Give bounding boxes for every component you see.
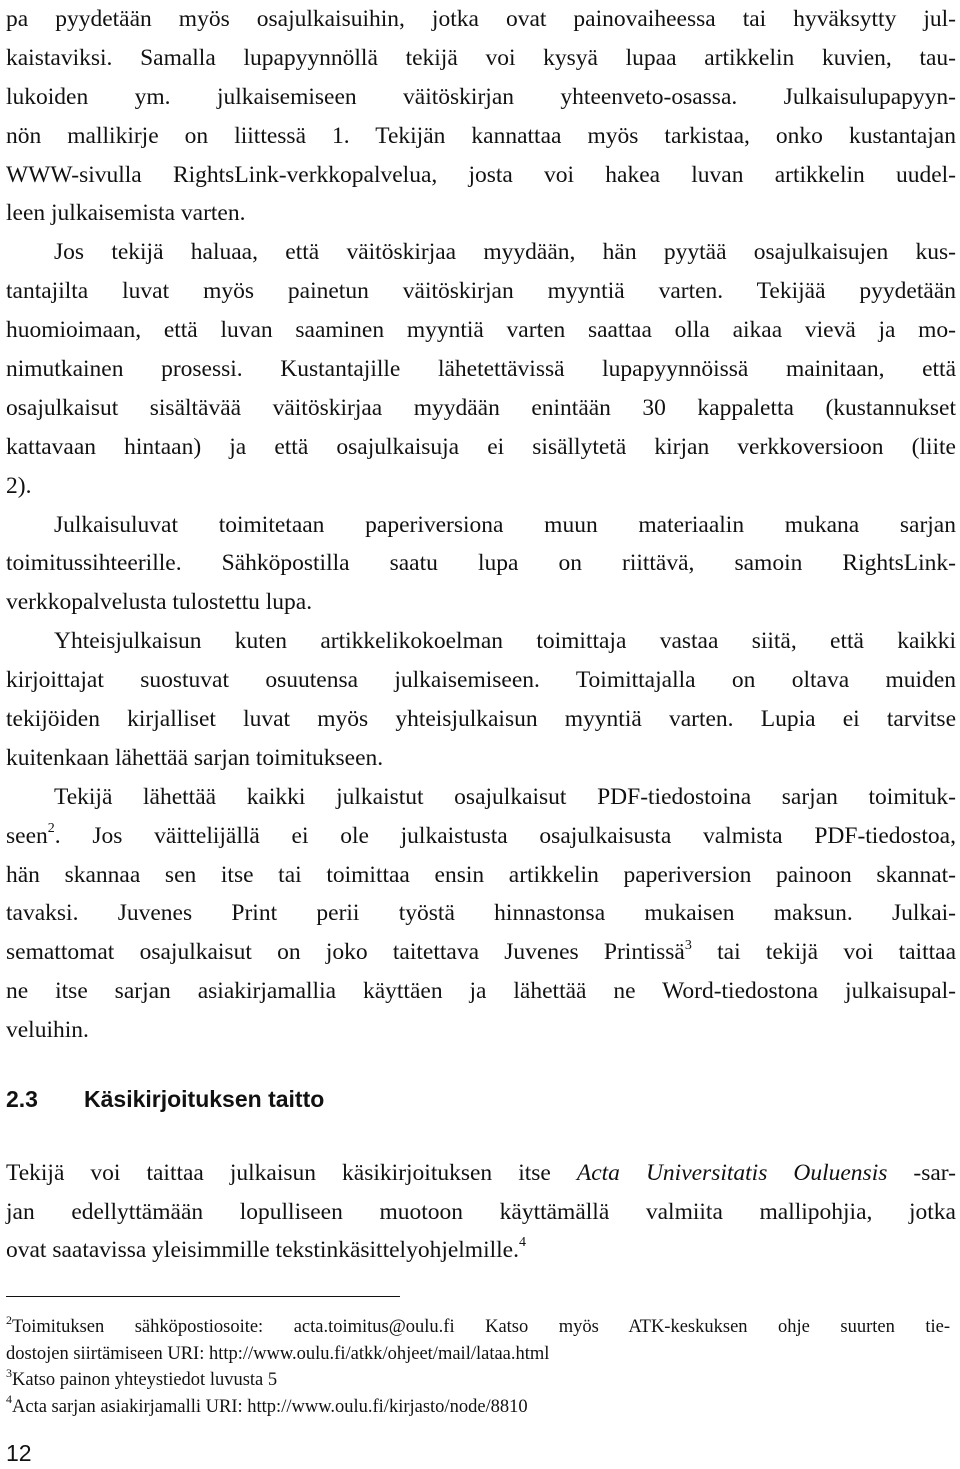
text-fragment: tai tekijä voi taittaa <box>691 939 957 966</box>
text-line: kirjoittajat suostuvat osuutensa julkaisemiseen. Toimittajalla on oltava muiden <box>6 667 956 694</box>
text-line: veluihin. <box>6 1017 89 1044</box>
text-line: 2). <box>6 472 32 499</box>
text-fragment: Tekijä voi taittaa julkaisun käsikirjoituksen itse <box>6 1160 577 1186</box>
text-line: kuitenkaan lähettää sarjan toimitukseen. <box>6 744 384 771</box>
paragraph-sales-permissions <box>6 233 956 505</box>
footnote-reference: 4 <box>518 1235 526 1251</box>
text-fragment: ovat saatavissa yleisimmille tekstinkäsittelyohjelmille. <box>6 1237 519 1263</box>
series-name: Acta Universitatis Ouluensis <box>576 1160 888 1186</box>
text-line: osajulkaisut sisältävää väitöskirjaa myydään enintään 30 kappaletta (kustannukset <box>6 394 956 421</box>
footnote-separator <box>6 1296 400 1297</box>
footnote-reference: 2 <box>47 820 55 836</box>
text-line: toimitussihteerille. Sähköpostilla saatu lupa on riittävä, samoin RightsLink- <box>6 550 956 577</box>
text-fragment: . Jos väittelijällä ei ole julkaistusta osajulkaisusta valmista PDF-tiedostoa, <box>54 822 956 849</box>
text-fragment: semattomat osajulkaisut on joko taitettava Juvenes Printissä <box>6 939 685 966</box>
footnote-reference: 3 <box>684 937 692 953</box>
text-line: hän skannaa sen itse tai toimittaa ensin artikkelin paperiversion painoon skannat- <box>6 861 956 888</box>
text-line: kaistaviksi. Samalla lupapyynnöllä tekijä voi kysyä lupaa artikkelin kuvien, tau- <box>6 44 956 71</box>
section-heading <box>6 1086 324 1113</box>
footnote-marker: 3 <box>6 1365 12 1380</box>
text-line: jan edellyttämään lopulliseen muotoon käyttämällä valmiita mallipohjia, jotka <box>6 1198 956 1225</box>
text-fragment: -sar- <box>887 1160 956 1186</box>
text-line: Jos tekijä haluaa, että väitöskirjaa myydään, hän pyytää osajulkaisujen kus- <box>54 239 956 266</box>
footnote-text: Acta sarjan asiakirjamalli URI: http://www.oulu.fi/kirjasto/node/8810 <box>12 1396 528 1417</box>
footnote-marker: 2 <box>6 1312 12 1327</box>
footnote-2-continued: dostojen siirtämiseen URI: http://www.oulu.fi/atkk/ohjeet/mail/lataa.html <box>6 1343 550 1364</box>
text-line <box>6 933 956 972</box>
text-line <box>6 1231 956 1270</box>
text-line: lukoiden ym. julkaisemiseen väitöskirjan yhteenveto-osassa. Julkaisulupapyyn- <box>6 83 956 110</box>
section-number: 2.3 <box>6 1086 38 1112</box>
paragraph-pdf-submission <box>6 778 956 1050</box>
text-line: leen julkaisemista varten. <box>6 200 246 227</box>
footnotes <box>6 1314 950 1420</box>
footnote-2 <box>6 1314 950 1341</box>
text-line: Tekijä lähettää kaikki julkaistut osajulkaisut PDF-tiedostoina sarjan toimituk- <box>54 783 956 810</box>
footnote-3 <box>6 1367 950 1394</box>
paragraph-permissions-request <box>6 0 956 233</box>
text-fragment: seen <box>6 822 48 849</box>
text-line: Julkaisuluvat toimitetaan paperiversiona muun materiaalin mukana sarjan <box>54 511 956 538</box>
text-line: kattavaan hintaan) ja että osajulkaisuja ei sisällytetä kirjan verkkoversioon (liite <box>6 433 956 460</box>
section-title: Käsikirjoituksen taitto <box>84 1086 325 1112</box>
document-page <box>6 0 956 1050</box>
footnote-text: Toimituksen sähköpostiosoite: acta.toimitus@oulu.fi Katso myös ATK-keskuksen ohje suurten tie- <box>12 1317 950 1337</box>
text-line <box>6 817 956 856</box>
text-line: pa pyydetään myös osajulkaisuihin, jotka ovat painovaiheessa tai hyväksytty jul- <box>6 6 956 32</box>
text-line: tantajilta luvat myös painetun väitöskirjan myyntiä varten. Tekijää pyydetään <box>6 278 956 305</box>
text-line: Yhteisjulkaisun kuten artikkelikokoelman toimittaja vastaa siitä, että kaikki <box>54 628 956 655</box>
footnote-marker: 4 <box>6 1392 12 1407</box>
text-line: huomioimaan, että luvan saaminen myyntiä varten saattaa olla aikaa vievä ja mo- <box>6 317 956 344</box>
paragraph-permission-delivery <box>6 506 956 623</box>
page-number: 12 <box>6 1440 32 1466</box>
text-line: tekijöiden kirjalliset luvat myös yhteisjulkaisun myyntiä varten. Lupia ei tarvitse <box>6 706 956 733</box>
paragraph-manuscript-layout <box>6 1154 956 1270</box>
footnote-4 <box>6 1394 950 1421</box>
text-line <box>6 1154 956 1193</box>
text-line: WWW-sivulla RightsLink-verkkopalvelua, josta voi hakea luvan artikkelin uudel- <box>6 161 956 188</box>
text-line: nimutkainen prosessi. Kustantajille lähetettävissä lupapyynnöissä mainitaan, että <box>6 356 956 383</box>
footnote-text: Katso painon yhteystiedot luvusta 5 <box>12 1370 278 1390</box>
text-line: ne itse sarjan asiakirjamallia käyttäen ja lähettää ne Word-tiedostona julkaisupal- <box>6 978 956 1005</box>
text-line: verkkopalvelusta tulostettu lupa. <box>6 589 313 616</box>
paragraph-joint-publication <box>6 622 956 778</box>
text-line: nön mallikirje on liittessä 1. Tekijän kannattaa myös tarkistaa, onko kustantajan <box>6 122 956 149</box>
text-line: tavaksi. Juvenes Print perii työstä hinnastonsa mukaisen maksun. Julkai- <box>6 900 956 927</box>
